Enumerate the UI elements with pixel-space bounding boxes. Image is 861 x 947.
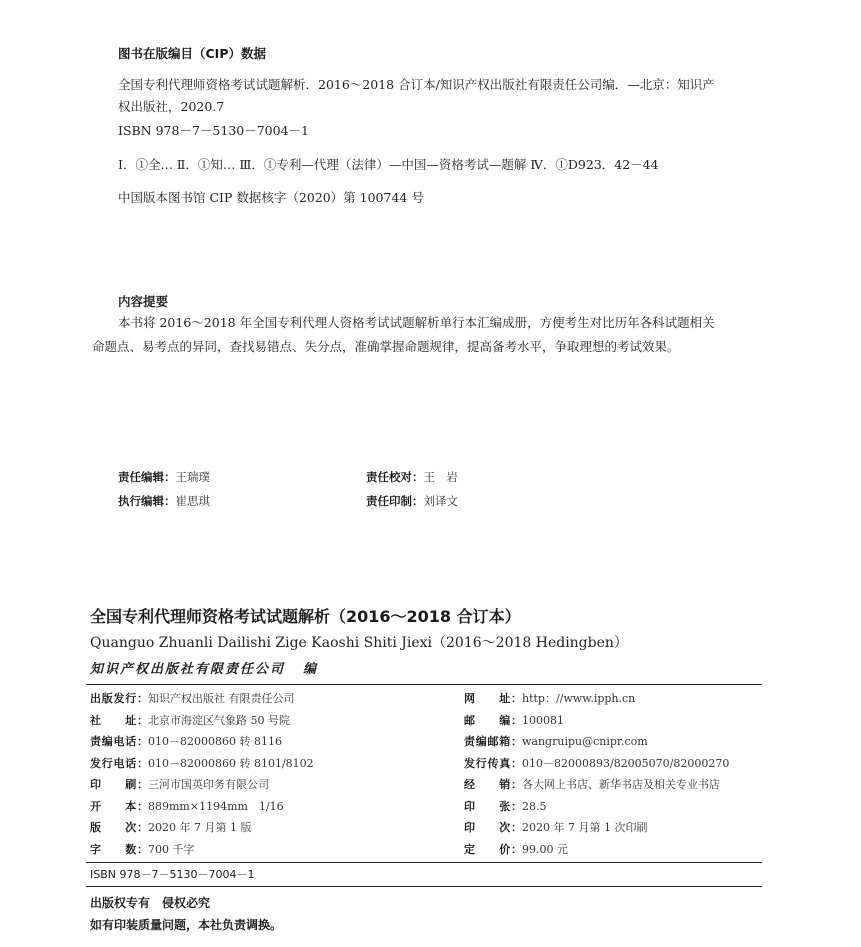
publisher-name: 知识产权出版社有限责任公司 (90, 662, 286, 677)
detail-value: 889mm×1194mm 1/16 (148, 799, 284, 813)
divider-middle (86, 862, 762, 863)
proofreader-name: 王 岩 (423, 470, 458, 484)
detail-row (464, 776, 720, 792)
executive-editor (118, 490, 210, 509)
cip-heading: 图书在版编目（CIP）数据 (118, 46, 266, 61)
detail-row (464, 690, 635, 706)
summary-line1: 本书将 2016～2018 年全国专利代理人资格考试试题解析单行本汇编成册，方便考生对比历年各科试题相关 (118, 315, 715, 330)
detail-label: 经 销： (464, 778, 522, 791)
detail-row (90, 733, 282, 749)
proofreader (366, 466, 458, 485)
detail-label: 发行电话： (90, 756, 148, 770)
printing-supervisor (366, 490, 458, 509)
detail-label: 定 价： (464, 842, 522, 856)
detail-value: 100081 (522, 713, 564, 727)
detail-value: 99.00 元 (522, 842, 568, 856)
responsible-editor (118, 466, 210, 485)
detail-label: 邮 编： (464, 713, 522, 727)
detail-label: 责编邮箱： (464, 735, 522, 748)
cip-description-line1: 全国专利代理师资格考试试题解析．2016～2018 合订本/知识产权出版社有限责任公司编．—北京：知识产 (118, 77, 715, 92)
detail-row (90, 841, 195, 857)
detail-row (464, 733, 648, 749)
detail-row (90, 776, 269, 792)
publisher-line (90, 658, 318, 677)
detail-label: 出版发行： (90, 692, 148, 705)
detail-label: 印 刷： (90, 778, 148, 791)
executive-editor-label: 执行编辑： (118, 494, 176, 508)
detail-row (464, 841, 568, 857)
detail-label: 网 址： (464, 692, 522, 705)
detail-value: 2020 年 7 月第 1 次印刷 (522, 821, 648, 834)
publisher-suffix: 编 (303, 662, 319, 677)
proofreader-label: 责任校对： (366, 470, 424, 484)
book-title-pinyin: Quanguo Zhuanli Dailishi Zige Kaoshi Shiti Jiexi（2016～2018 Hedingben） (90, 635, 628, 651)
detail-row (464, 755, 729, 771)
detail-row (90, 755, 314, 771)
detail-value: 知识产权出版社 有限责任公司 (148, 692, 295, 705)
detail-row (464, 798, 547, 814)
detail-row (90, 712, 290, 728)
book-title: 全国专利代理师资格考试试题解析（2016～2018 合订本） (90, 607, 521, 626)
detail-label: 发行传真： (464, 756, 522, 770)
detail-label: 版 次： (90, 821, 148, 834)
detail-label: 印 次： (464, 821, 522, 834)
detail-row (90, 798, 284, 814)
detail-value: wangruipu@cnipr.com (522, 735, 648, 748)
summary-line2: 命题点、易考点的异同，查找易错点、失分点，准确掌握命题规律，提高备考水平，争取理想的考试效果。 (92, 339, 680, 354)
printing-supervisor-name: 刘译文 (423, 494, 458, 508)
detail-value: 700 千字 (148, 842, 195, 856)
cip-isbn: ISBN 978－7－5130－7004－1 (118, 123, 309, 138)
isbn-footer: ISBN 978－7－5130－7004－1 (90, 868, 255, 881)
detail-label: 印 张： (464, 799, 522, 813)
detail-value: 28.5 (522, 799, 547, 813)
summary-heading: 内容提要 (118, 294, 169, 309)
detail-value: 010－82000893/82005070/82000270 (522, 756, 730, 770)
detail-label: 责编电话： (90, 735, 148, 748)
detail-row (90, 690, 295, 706)
detail-value: 010－82000860 转 8101/8102 (148, 756, 314, 770)
detail-label: 社 址： (90, 713, 148, 727)
detail-row (464, 819, 647, 835)
cip-description-line2: 权出版社，2020.7 (118, 99, 225, 114)
divider-top (86, 684, 762, 685)
cip-record-number: 中国版本图书馆 CIP 数据核字（2020）第 100744 号 (118, 190, 424, 205)
detail-label: 字 数： (90, 842, 148, 856)
detail-value: 三河市国英印务有限公司 (148, 778, 269, 791)
detail-row (464, 712, 564, 728)
divider-bottom (86, 886, 762, 887)
detail-row (90, 819, 251, 835)
copyright-notice: 出版权专有 侵权必究 (90, 896, 211, 910)
executive-editor-name: 崔思琪 (175, 494, 210, 508)
responsible-editor-name: 王瑞璞 (175, 470, 210, 484)
detail-value: 010－82000860 转 8116 (148, 735, 282, 748)
detail-value: http：//www.ipph.cn (522, 692, 636, 705)
detail-value: 各大网上书店、新华书店及相关专业书店 (522, 778, 720, 791)
printing-supervisor-label: 责任印制： (366, 494, 424, 508)
detail-value: 北京市海淀区气象路 50 号院 (148, 713, 290, 727)
cip-classification: Ⅰ．①全… Ⅱ．①知… Ⅲ．①专利—代理（法律）—中国—资格考试—题解 Ⅳ．①D923．42－44 (118, 157, 659, 172)
detail-label: 开 本： (90, 799, 148, 813)
detail-value: 2020 年 7 月第 1 版 (148, 821, 252, 834)
quality-notice: 如有印装质量问题，本社负责调换。 (90, 918, 283, 932)
responsible-editor-label: 责任编辑： (118, 470, 176, 484)
